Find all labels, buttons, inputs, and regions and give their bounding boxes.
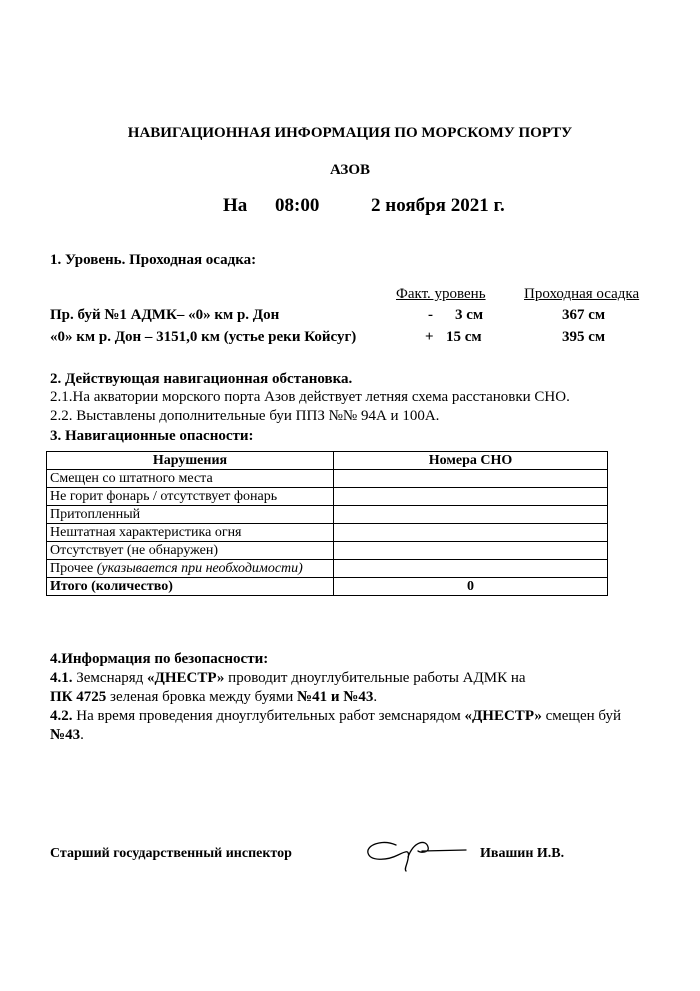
violation-other-cell: [47, 560, 334, 578]
violation-label: Нештатная характеристика огня: [47, 524, 334, 542]
vessel-name: «ДНЕСТР»: [147, 670, 225, 686]
safety-paragraph-2: [50, 707, 695, 745]
table-row: [47, 470, 608, 488]
violation-other-label: Прочее: [50, 561, 94, 576]
buoy-number: №43: [50, 727, 81, 743]
para-text: зеленая бровка между буями: [106, 689, 298, 705]
level-row-draft: 367 см: [562, 307, 606, 323]
violation-value: [334, 524, 608, 542]
violation-label: Смещен со штатного места: [47, 470, 334, 488]
safety-paragraph-1: [50, 669, 650, 707]
level-row-sign: +: [425, 329, 434, 345]
violation-value: [334, 560, 608, 578]
para-text: смещен буй: [541, 708, 621, 724]
violation-value: [334, 506, 608, 524]
col-header-level: Факт. уровень: [396, 286, 486, 302]
para-number: 4.1.: [50, 670, 73, 686]
report-time: 08:00: [275, 195, 320, 216]
violation-value: [334, 488, 608, 506]
para-number: 4.2.: [50, 708, 73, 724]
violation-value: [334, 542, 608, 560]
section2-heading: 2. Действующая навигационная обстановка.: [50, 371, 353, 387]
violation-value: [334, 470, 608, 488]
col-header-violation: Нарушения: [47, 452, 334, 470]
buoy-number: №41: [297, 689, 328, 705]
para-text: На время проведения дноуглубительных работ земснарядом: [72, 708, 465, 724]
vessel-name: «ДНЕСТР»: [464, 708, 542, 724]
document-title: НАВИГАЦИОННАЯ ИНФОРМАЦИЯ ПО МОРСКОМУ ПОРТУ: [127, 125, 573, 141]
picket-number: ПК 4725: [50, 689, 107, 705]
violation-label: Притопленный: [47, 506, 334, 524]
col-header-draft: Проходная осадка: [524, 286, 640, 302]
navigation-line: 2.1.На акватории морского порта Азов действует летняя схема расстановки СНО.: [50, 389, 570, 405]
level-row-level: 3 см: [455, 307, 484, 323]
signatory-name: Ивашин И.В.: [480, 846, 565, 861]
table-total-row: [47, 578, 608, 596]
para-text: и: [327, 689, 344, 705]
buoy-number: №43: [343, 689, 374, 705]
table-header-row: [47, 452, 608, 470]
total-value: 0: [334, 578, 608, 596]
table-row: [47, 524, 608, 542]
signatory-position: Старший государственный инспектор: [50, 846, 292, 861]
para-text: проводит дноуглубительные работы АДМК на: [224, 670, 526, 686]
violation-label: Не горит фонарь / отсутствует фонарь: [47, 488, 334, 506]
section4-heading: 4.Информация по безопасности:: [50, 651, 269, 667]
total-label: Итого (количество): [47, 578, 334, 596]
table-row: [47, 542, 608, 560]
violation-other-note: (указывается при необходимости): [96, 561, 303, 576]
table-row: [47, 506, 608, 524]
signature-image: [362, 833, 470, 873]
hazards-table: [46, 451, 608, 596]
navigation-line: 2.2. Выставлены дополнительные буи ППЗ №№ 94А и 100А.: [50, 408, 440, 424]
para-text: Земснаряд: [72, 670, 148, 686]
violation-label: Отсутствует (не обнаружен): [47, 542, 334, 560]
section3-heading: 3. Навигационные опасности:: [50, 428, 254, 444]
date-on-label: На: [223, 195, 248, 216]
level-row-location: Пр. буй №1 АДМК– «0» км р. Дон: [50, 307, 280, 323]
level-row-level: 15 см: [446, 329, 482, 345]
table-row: [47, 560, 608, 578]
section1-heading: 1. Уровень. Проходная осадка:: [50, 252, 257, 268]
level-row-draft: 395 см: [562, 329, 606, 345]
level-row-sign: -: [428, 307, 433, 323]
para-text: .: [373, 689, 378, 705]
table-row: [47, 488, 608, 506]
para-text: .: [80, 727, 84, 743]
port-name: АЗОВ: [329, 162, 371, 178]
report-date: 2 ноября 2021 г.: [371, 195, 505, 216]
level-row-location: «0» км р. Дон – 3151,0 км (устье реки Койсуг): [50, 329, 357, 345]
col-header-numbers: Номера СНО: [334, 452, 608, 470]
